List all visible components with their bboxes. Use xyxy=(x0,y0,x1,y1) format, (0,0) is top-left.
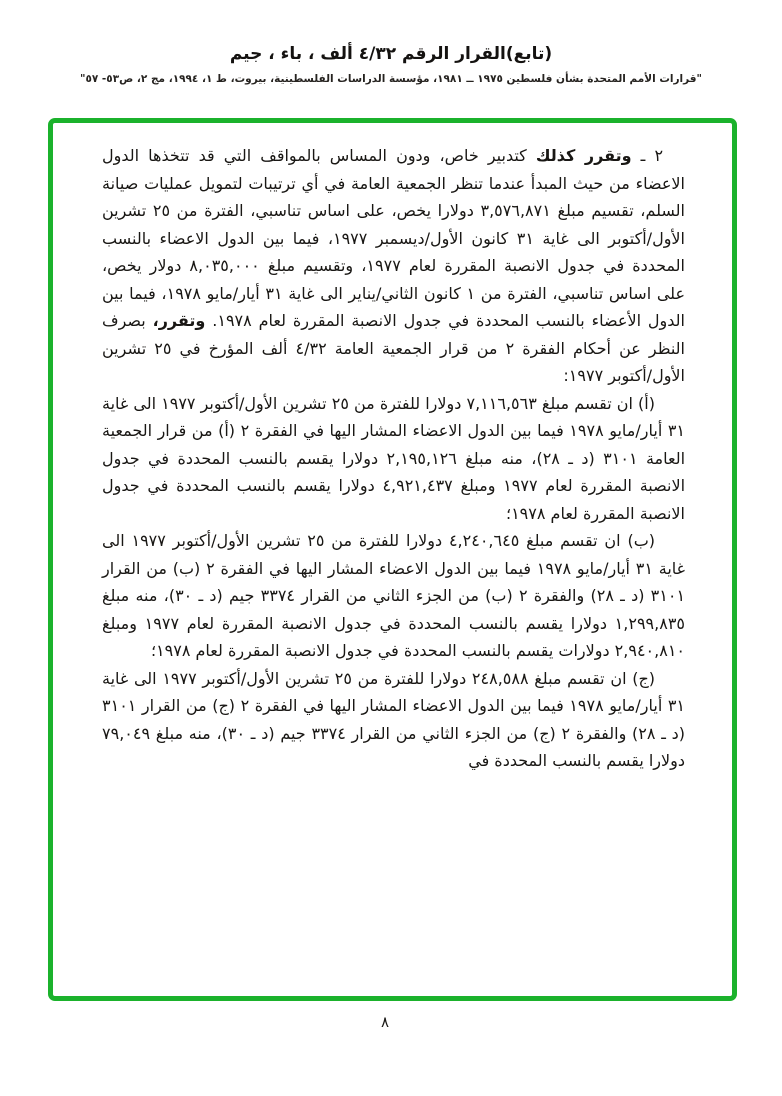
paragraph-2-number: ٢ ـ xyxy=(631,146,664,165)
subparagraph-a: (أ) ان تقسم مبلغ ٧,١١٦,٥٦٣ دولارا للفترة من ٢٥ تشرين الأول/أكتوبر ١٩٧٧ الى غاية ٣١ أيار/مايو ١٩٧٨ فيما بين الدول الاعضاء المشار اليها في الفقرة ٢ (أ) من قرار الجمعية العامة ٣١٠١ (د ـ ٢٨)، منه مبلغ ٢,١٩٥,١٢٦ دولارا يقسم بالنسب المحددة في جدول الانصبة المقررة لعام ١٩٧٧ ومبلغ ٤,٩٢١,٤٣٧ دولارا يقسم بالنسب المحددة في جدول الانصبة المقررة لعام ١٩٧٨؛ xyxy=(102,393,686,523)
decision-phrase-mid: وتقرر، xyxy=(152,311,206,330)
page-header xyxy=(0,44,782,85)
subparagraph-c: (ج) ان تقسم مبلغ ٢٤٨,٥٨٨ دولارا للفترة من ٢٥ تشرين الأول/أكتوبر ١٩٧٧ الى غاية ٣١ أيار/مايو ١٩٧٨ فيما بين الدول الاعضاء المشار اليها في الفقرة ٢ (ج) من القرار ٣١٠١ (د ـ ٢٨) والفقرة ٢ (ج) من الجزء الثاني من القرار ٣٣٧٤ جيم (د ـ ٣٠)، منه مبلغ ٧٩,٠٤٩ دولارا يقسم بالنسب المحددة في xyxy=(102,668,686,770)
paragraph-2-text-1: كتدبير خاص، ودون المساس بالمواقف التي قد تتخذها الدول الاعضاء من حيث المبدأ عندما تنظر الجمعية العامة في أي ترتيبات لتمويل عمليات صيانة السلم، تقسيم مبلغ ٣,٥٧٦,٨٧١ دولارا يخص، على اساس تناسبي، الفترة من ٢٥ تشرين الأول/أكتوبر الى غاية ٣١ كانون الأول/ديسمبر ١٩٧٧، فيما بين الدول الاعضاء بالنسب المحددة في جدول الانصبة المقررة لعام ١٩٧٧، وتقسيم مبلغ ٨,٠٣٥,٠٠٠ دولار يخص، على اساس تناسبي، الفترة من ١ كانون الثاني/يناير الى غاية ٣١ أيار/مايو ١٩٧٨، فيما بين الدول الأعضاء بالنسب المحددة في جدول الانصبة المقررة لعام ١٩٧٨. xyxy=(102,146,686,330)
source-citation: "قرارات الأمم المتحدة بشأن فلسطين ١٩٧٥ ــ ١٩٨١، مؤسسة الدراسات الفلسطينية، بيروت، ط ١، ١٩٩٤، مج ٢، ص٥٣- ٥٧" xyxy=(79,73,703,85)
content-frame xyxy=(48,118,737,1001)
paragraph-2 xyxy=(102,142,685,390)
page-number: ٨ xyxy=(380,1013,390,1031)
document-title: (تابع)القرار الرقم ٤/٣٢ ألف ، باء ، جيم xyxy=(229,44,553,64)
resolution-text xyxy=(102,142,685,775)
decision-phrase-lead: وتقرر كذلك xyxy=(535,146,632,165)
paragraph-2-text-2: بصرف النظر عن أحكام الفقرة ٢ من قرار الجمعية العامة ٤/٣٢ ألف المؤرخ في ٢٥ تشرين الأول/أكتوبر ١٩٧٧: xyxy=(102,311,685,385)
subparagraph-b: (ب) ان تقسم مبلغ ٤,٢٤٠,٦٤٥ دولارا للفترة من ٢٥ تشرين الأول/أكتوبر ١٩٧٧ الى غاية ٣١ أيار/مايو ١٩٧٨ فيما بين الدول الاعضاء المشار اليها في الفقرة ٢ (ب) من القرار ٣١٠١ (د ـ ٢٨) والفقرة ٢ (ب) من الجزء الثاني من القرار ٣٣٧٤ جيم (د ـ ٣٠)، منه مبلغ ١,٢٩٩,٨٣٥ دولارا يقسم بالنسب المحددة في جدول الانصبة المقررة لعام ١٩٧٧ ومبلغ ٢,٩٤٠,٨١٠ دولارات يقسم بالنسب المحددة في جدول الانصبة المقررة لعام ١٩٧٨؛ xyxy=(102,531,686,660)
